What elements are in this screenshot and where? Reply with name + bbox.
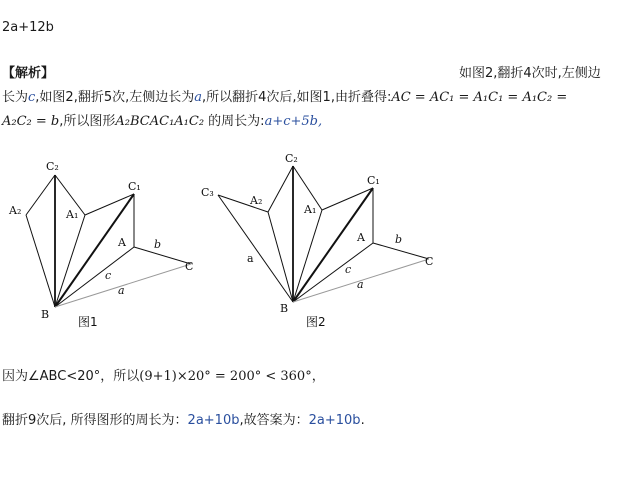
reason-prefix: 因为∠ABC<20°，所以 (2, 369, 140, 384)
conclusion-value-1: 2a+10b (187, 413, 240, 428)
fig2-label-A2: A₂ (250, 194, 263, 207)
fig1-edge-A2-B (26, 215, 55, 307)
line3-shape: A₂BCAC₁A₁C₂ (115, 114, 205, 129)
line2-mid2: ,所以翻折4次后,如图1,由折叠得: (202, 90, 392, 105)
fig1-label-A1: A₁ (66, 208, 79, 221)
line2-a: a (194, 90, 203, 105)
fig2-label-b: b (395, 233, 403, 246)
fig1-edge-A1-B (55, 215, 85, 307)
fig2-edge-A1-B (293, 210, 322, 302)
answer-text: 2a+12b (2, 20, 54, 35)
reason-line (2, 365, 325, 384)
conclusion-prefix: 翻折9次后, 所得图形的周长为： (2, 413, 188, 428)
line3-equation: A₂C₂ = b (2, 114, 60, 129)
fig2-edge-C3-B (218, 195, 293, 302)
fig1-label-B: B (41, 308, 50, 321)
line2-c: c (28, 90, 36, 105)
fig1-edge-A2-C2 (26, 175, 55, 215)
conclusion-mid: ,故答案为： (239, 413, 309, 428)
reason-formula: (9+1)×20° = 200° < 360° (139, 369, 312, 384)
fig1-label-A2: A₂ (9, 204, 22, 217)
line3-result: a+c+5b, (264, 114, 323, 129)
fig1-label-C: C (185, 260, 194, 273)
analysis-line3 (2, 110, 322, 129)
fig1-label-a: a (118, 284, 125, 297)
line3-mid2: 的周长为: (204, 114, 265, 129)
fig2-label-a-side: a (247, 252, 254, 265)
fig2-label-C1: C₁ (367, 174, 380, 187)
figure-1 (26, 175, 194, 307)
fig2-caption: 图2 (306, 315, 326, 329)
fig1-label-A: A (118, 236, 126, 249)
conclusion-line (2, 409, 365, 428)
analysis-heading: 【解析】 (2, 66, 55, 81)
fig1-label-b: b (154, 238, 162, 251)
line2-prefix: 长为 (2, 90, 29, 105)
fig1-label-c: c (105, 269, 112, 282)
analysis-line1-right: 如图2,翻折4次时,左侧边 (459, 66, 601, 81)
figures (0, 140, 630, 340)
fig1-label-C2: C₂ (46, 160, 59, 173)
conclusion-value-2: 2a+10b (308, 413, 361, 428)
conclusion-end: . (360, 413, 365, 428)
fig2-label-C2: C₂ (285, 152, 298, 165)
fig1-caption: 图1 (78, 315, 98, 329)
fig2-edge-A2-B (268, 212, 293, 302)
reason-suffix: ， (311, 369, 325, 384)
fig2-edge-A-B (293, 243, 373, 302)
fig2-label-C: C (425, 255, 434, 268)
fig2-label-c: c (345, 263, 352, 276)
fig2-label-B: B (280, 302, 289, 315)
fig2-label-A1: A₁ (304, 203, 317, 216)
line3-mid: ,所以图形 (59, 114, 116, 129)
fig2-label-C3: C₃ (201, 186, 214, 199)
fig1-edge-A-B (55, 247, 134, 307)
fig2-edge-A2-C2 (268, 166, 293, 212)
fig1-label-C1: C₁ (128, 180, 141, 193)
line2-mid1: ,如图2,翻折5次,左侧边长为 (35, 90, 195, 105)
analysis-line2 (2, 86, 567, 105)
fig1-edge-A-C (134, 247, 191, 264)
line2-equation: AC = AC₁ = A₁C₁ = A₁C₂ = (391, 90, 568, 105)
fig2-label-A: A (357, 231, 365, 244)
fig2-label-a: a (357, 278, 364, 291)
